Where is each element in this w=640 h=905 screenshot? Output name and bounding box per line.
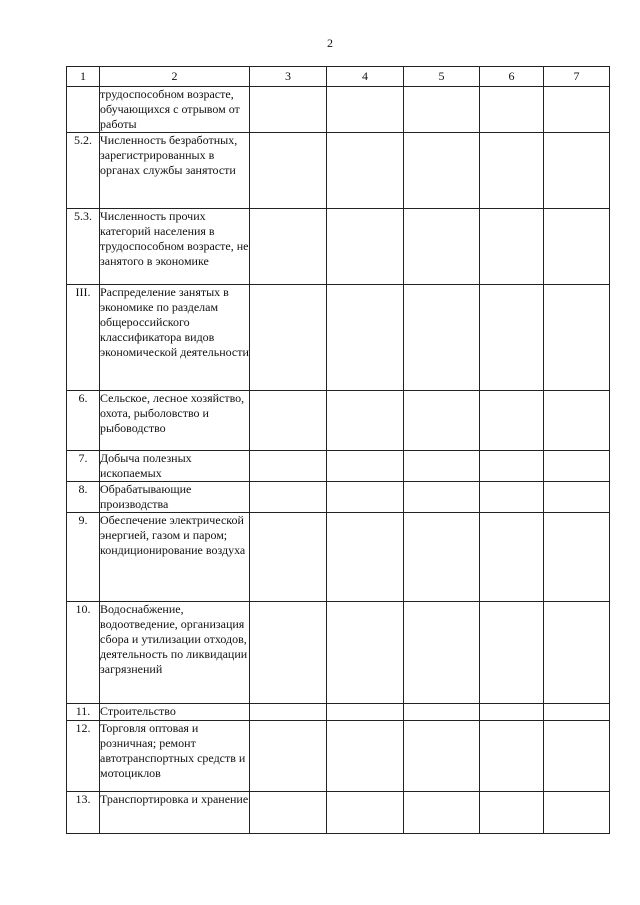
value-cell <box>480 209 544 285</box>
row-name: Добыча полезных ископаемых <box>100 451 250 482</box>
value-cell <box>404 209 480 285</box>
value-cell <box>404 482 480 513</box>
value-cell <box>404 792 480 834</box>
table-row <box>67 482 610 513</box>
table-row <box>67 451 610 482</box>
value-cell <box>327 721 404 792</box>
table-row <box>67 391 610 451</box>
value-cell <box>250 513 327 602</box>
value-cell <box>250 792 327 834</box>
value-cell <box>327 482 404 513</box>
value-cell <box>404 391 480 451</box>
header-col-4: 4 <box>327 67 404 87</box>
value-cell <box>480 792 544 834</box>
value-cell <box>327 704 404 721</box>
value-cell <box>544 602 610 704</box>
table-row <box>67 721 610 792</box>
value-cell <box>250 285 327 391</box>
value-cell <box>544 704 610 721</box>
row-name: Обеспечение электрической энергией, газом и паром; кондиционирование воздуха <box>100 513 250 602</box>
value-cell <box>327 602 404 704</box>
value-cell <box>480 391 544 451</box>
table-row <box>67 704 610 721</box>
value-cell <box>480 87 544 133</box>
value-cell <box>250 704 327 721</box>
table-row <box>67 513 610 602</box>
value-cell <box>250 87 327 133</box>
value-cell <box>544 792 610 834</box>
value-cell <box>327 792 404 834</box>
table-row <box>67 87 610 133</box>
value-cell <box>404 133 480 209</box>
value-cell <box>404 602 480 704</box>
row-name: Торговля оптовая и розничная; ремонт автотранспортных средств и мотоциклов <box>100 721 250 792</box>
value-cell <box>404 513 480 602</box>
header-col-7: 7 <box>544 67 610 87</box>
row-name: Строительство <box>100 704 250 721</box>
row-name: Численность прочих категорий населения в трудоспособном возрасте, не занятого в экономике <box>100 209 250 285</box>
row-number: 5.3. <box>67 209 100 285</box>
row-number: 13. <box>67 792 100 834</box>
value-cell <box>544 391 610 451</box>
table-row <box>67 792 610 834</box>
value-cell <box>250 602 327 704</box>
row-name: Обрабатывающие производства <box>100 482 250 513</box>
value-cell <box>404 451 480 482</box>
value-cell <box>480 602 544 704</box>
value-cell <box>480 704 544 721</box>
value-cell <box>544 451 610 482</box>
value-cell <box>404 721 480 792</box>
value-cell <box>327 513 404 602</box>
value-cell <box>327 451 404 482</box>
header-col-3: 3 <box>250 67 327 87</box>
value-cell <box>544 285 610 391</box>
value-cell <box>327 209 404 285</box>
value-cell <box>480 133 544 209</box>
value-cell <box>404 285 480 391</box>
value-cell <box>404 87 480 133</box>
value-cell <box>480 482 544 513</box>
value-cell <box>480 513 544 602</box>
row-name: Водоснабжение, водоотведение, организация сбора и утилизации отходов, деятельность по ликвидации загрязнений <box>100 602 250 704</box>
value-cell <box>544 513 610 602</box>
row-number: 11. <box>67 704 100 721</box>
value-cell <box>250 133 327 209</box>
row-number: 10. <box>67 602 100 704</box>
value-cell <box>544 133 610 209</box>
row-name: Распределение занятых в экономике по разделам общероссийского классификатора видов экономической деятельности <box>100 285 250 391</box>
row-number: 12. <box>67 721 100 792</box>
table-row <box>67 602 610 704</box>
header-col-5: 5 <box>404 67 480 87</box>
header-row <box>67 67 610 87</box>
page-number: 2 <box>327 36 333 50</box>
value-cell <box>327 391 404 451</box>
row-name: Сельское, лесное хозяйство, охота, рыболовство и рыбоводство <box>100 391 250 451</box>
row-name: Численность безработных, зарегистрированных в органах службы занятости <box>100 133 250 209</box>
value-cell <box>480 721 544 792</box>
value-cell <box>250 209 327 285</box>
table-row <box>67 209 610 285</box>
value-cell <box>404 704 480 721</box>
value-cell <box>544 721 610 792</box>
value-cell <box>480 285 544 391</box>
value-cell <box>327 285 404 391</box>
value-cell <box>480 451 544 482</box>
row-name: Транспортировка и хранение <box>100 792 250 834</box>
row-number: 5.2. <box>67 133 100 209</box>
header-col-1: 1 <box>67 67 100 87</box>
header-col-2: 2 <box>100 67 250 87</box>
value-cell <box>250 482 327 513</box>
value-cell <box>250 721 327 792</box>
row-name: трудоспособном возрасте, обучающихся с отрывом от работы <box>100 87 250 133</box>
row-number: 7. <box>67 451 100 482</box>
table-row <box>67 285 610 391</box>
table-row <box>67 133 610 209</box>
row-number: 6. <box>67 391 100 451</box>
row-number: 9. <box>67 513 100 602</box>
value-cell <box>544 209 610 285</box>
value-cell <box>327 87 404 133</box>
row-number: III. <box>67 285 100 391</box>
data-table <box>66 66 610 834</box>
value-cell <box>544 482 610 513</box>
row-number <box>67 87 100 133</box>
value-cell <box>544 87 610 133</box>
row-number: 8. <box>67 482 100 513</box>
value-cell <box>327 133 404 209</box>
value-cell <box>250 451 327 482</box>
value-cell <box>250 391 327 451</box>
header-col-6: 6 <box>480 67 544 87</box>
